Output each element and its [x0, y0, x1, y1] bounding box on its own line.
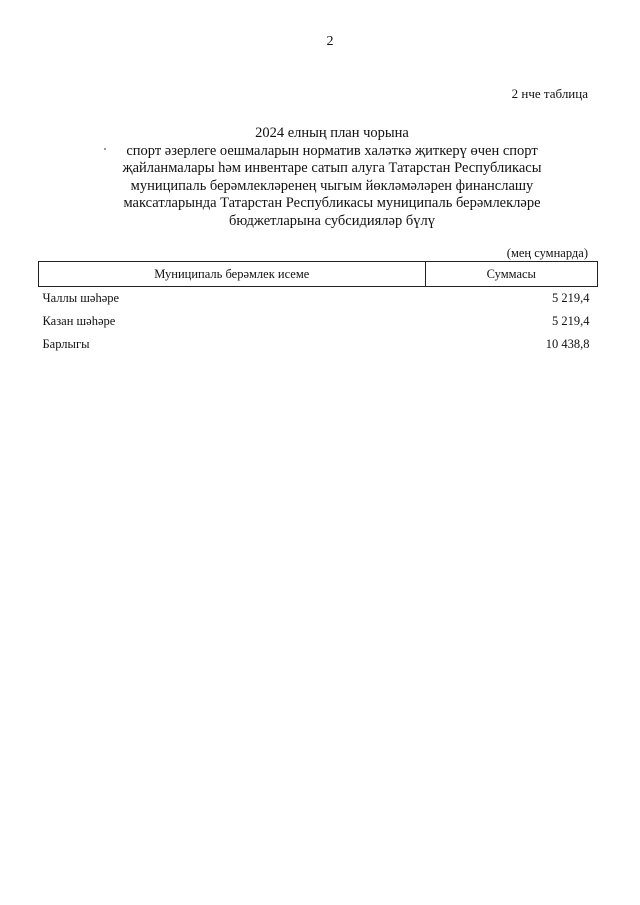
- column-header-amount: Суммасы: [425, 262, 597, 287]
- table-label: 2 нче таблица: [511, 86, 588, 101]
- title-line: бюджетларына субсидияләр бүлү: [229, 212, 435, 229]
- column-header-municipality: Муниципаль берәмлек исеме: [39, 262, 426, 287]
- document-title: [60, 125, 604, 231]
- units-note: (мең сумнарда): [506, 246, 588, 260]
- table-row: [39, 310, 598, 333]
- amount-value: 5 219,4: [552, 291, 590, 305]
- title-line: 2024 елның план чорына: [255, 125, 409, 141]
- title-line: муниципаль берәмлекләренең чыгым йөкләмәләрен финанслашу: [130, 177, 534, 194]
- municipality-name: Чаллы шәһәре: [42, 291, 120, 305]
- total-label: Барлыгы: [42, 337, 90, 351]
- page-number: 2: [326, 34, 334, 49]
- municipality-name: Казан шәһәре: [42, 314, 116, 328]
- title-line: максатларында Татарстан Республикасы муниципаль берәмлекләре: [123, 195, 541, 212]
- title-line: җайланмалары һәм инвентаре сатып алуга Татарстан Республикасы: [122, 160, 542, 177]
- amount-value: 5 219,4: [552, 314, 590, 328]
- table-row-total: [39, 333, 598, 356]
- table-row: [39, 287, 598, 311]
- subsidy-table: [38, 261, 598, 356]
- table-header-row: [39, 262, 598, 287]
- title-line: спорт әзерлеге оешмаларын норматив халәткә җиткерү өчен спорт: [126, 142, 538, 159]
- total-value: 10 438,8: [545, 337, 590, 351]
